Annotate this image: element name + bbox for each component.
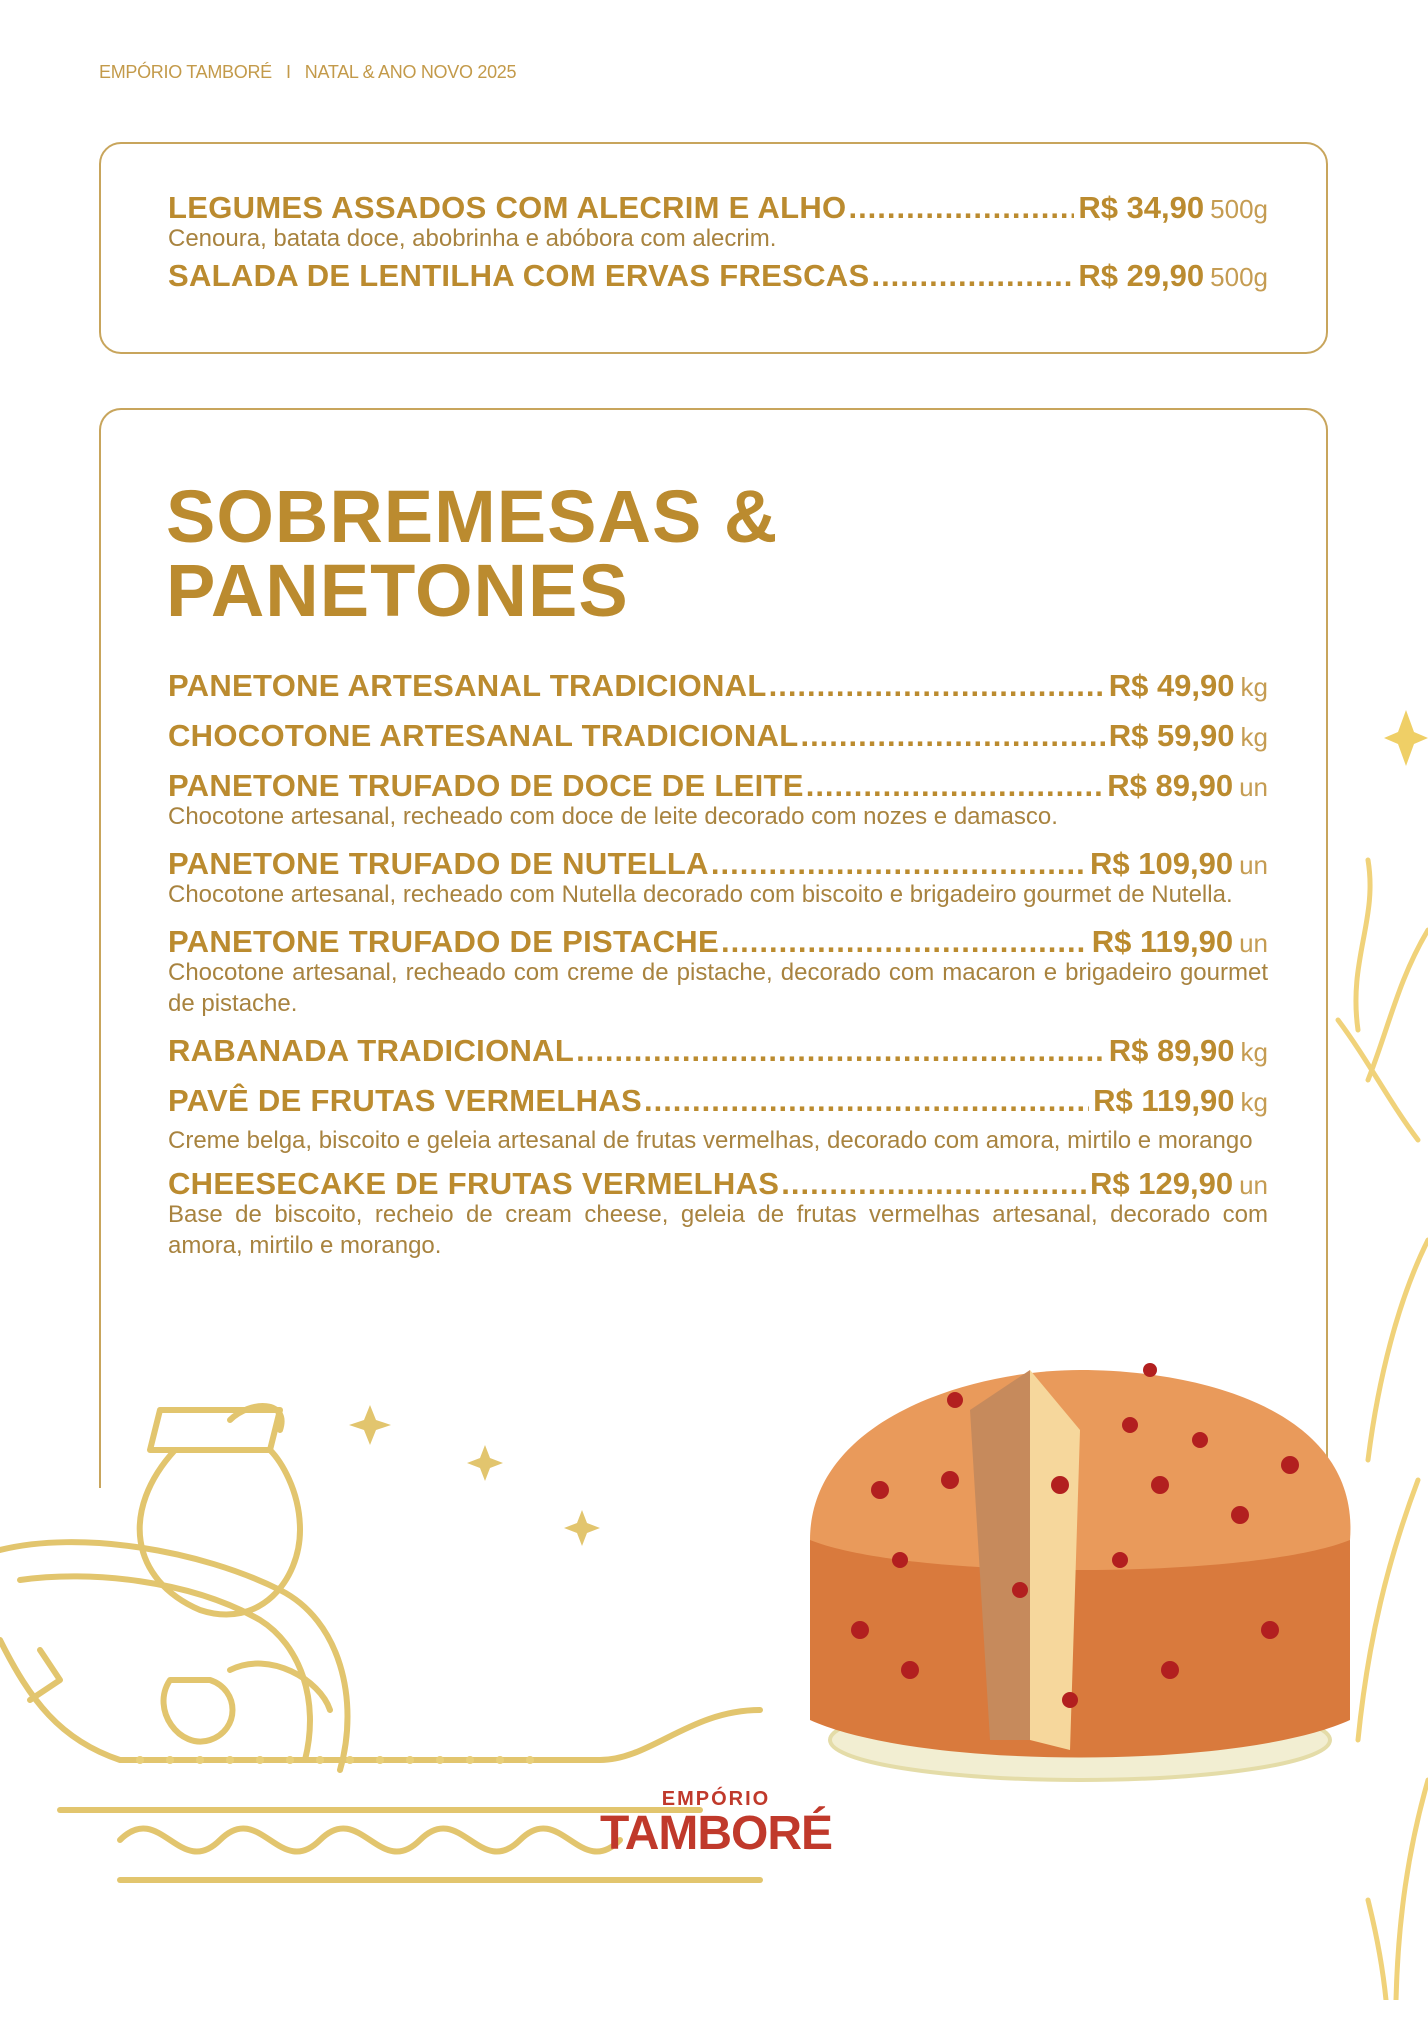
item-description: Chocotone artesanal, recheado com creme de pistache, decorado com macaron e brigadeiro gourmet de pistache. <box>168 959 1268 1017</box>
item-price: R$ 129,90 <box>1090 1166 1234 1201</box>
item-price: R$ 29,90 <box>1078 258 1205 293</box>
item-unit: kg <box>1240 1087 1268 1117</box>
item-name: CHEESECAKE DE FRUTAS VERMELHAS <box>168 1166 780 1201</box>
item-price: R$ 59,90 <box>1108 718 1235 753</box>
item-unit: un <box>1239 772 1268 802</box>
menu-item <box>168 668 1268 704</box>
dot-leader <box>721 924 1088 960</box>
item-description: Cenoura, batata doce, abobrinha e abóbora com alecrim. <box>168 225 777 252</box>
item-price: R$ 34,90 <box>1078 190 1205 225</box>
item-price: R$ 49,90 <box>1108 668 1235 703</box>
menu-item <box>168 718 1268 754</box>
item-name: PAVÊ DE FRUTAS VERMELHAS <box>168 1083 642 1118</box>
item-unit: kg <box>1240 672 1268 702</box>
menu-item <box>168 924 1268 1019</box>
dot-leader <box>781 1166 1086 1202</box>
dot-leader <box>769 668 1105 704</box>
item-unit: un <box>1239 850 1268 880</box>
menu-item <box>168 1083 1268 1156</box>
menu-item <box>168 768 1268 832</box>
desserts-list <box>168 668 1268 1261</box>
section-title-line2: PANETONES <box>166 549 629 632</box>
sleigh-illustration <box>0 1380 800 2020</box>
item-price: R$ 109,90 <box>1090 846 1234 881</box>
dot-leader <box>871 258 1074 294</box>
item-price: R$ 89,90 <box>1108 1033 1235 1068</box>
item-description: Base de biscoito, recheio de cream cheese, geleia de frutas vermelhas artesanal, decorado com amora, mirtilo e morango. <box>168 1201 1268 1259</box>
dot-leader <box>576 1033 1105 1069</box>
item-description: Chocotone artesanal, recheado com doce de leite decorado com nozes e damasco. <box>168 803 1058 830</box>
dot-leader <box>806 768 1104 804</box>
brand-logo <box>596 1788 836 1860</box>
dot-leader <box>711 846 1086 882</box>
dot-leader <box>848 190 1074 226</box>
section-title <box>166 475 779 632</box>
item-name: PANETONE TRUFADO DE DOCE DE LEITE <box>168 768 804 803</box>
item-name: PANETONE TRUFADO DE NUTELLA <box>168 846 709 881</box>
item-name: SALADA DE LENTILHA COM ERVAS FRESCAS <box>168 258 870 293</box>
item-price: R$ 89,90 <box>1107 768 1234 803</box>
dot-leader <box>800 718 1104 754</box>
item-unit: kg <box>1240 722 1268 752</box>
item-description: Creme belga, biscoito e geleia artesanal de frutas vermelhas, decorado com amora, mirtilo e morango <box>168 1127 1253 1154</box>
section-title-line1: SOBREMESAS & <box>166 475 779 558</box>
menu-item <box>168 258 1268 294</box>
menu-item <box>168 846 1268 910</box>
menu-item <box>168 190 1268 254</box>
item-name: PANETONE TRUFADO DE PISTACHE <box>168 924 719 959</box>
item-unit: 500g <box>1210 262 1268 292</box>
logo-line2: TAMBORÉ <box>599 1807 833 1860</box>
menu-item <box>168 1033 1268 1069</box>
item-name: LEGUMES ASSADOS COM ALECRIM E ALHO <box>168 190 847 225</box>
item-price: R$ 119,90 <box>1093 1083 1235 1118</box>
logo-line1: EMPÓRIO <box>661 1788 771 1810</box>
item-description: Chocotone artesanal, recheado com Nutella decorado com biscoito e brigadeiro gourmet de Nutella. <box>168 881 1233 908</box>
item-unit: un <box>1239 1170 1268 1200</box>
panettone-illustration <box>770 1340 1370 1800</box>
page-header: EMPÓRIO TAMBORÉ I NATAL & ANO NOVO 2025 <box>99 62 517 82</box>
dot-leader <box>644 1083 1089 1119</box>
item-name: PANETONE ARTESANAL TRADICIONAL <box>168 668 767 703</box>
sides-list <box>168 190 1268 294</box>
item-price: R$ 119,90 <box>1091 924 1234 959</box>
item-name: CHOCOTONE ARTESANAL TRADICIONAL <box>168 718 799 753</box>
item-name: RABANADA TRADICIONAL <box>168 1033 575 1068</box>
item-unit: kg <box>1240 1037 1268 1067</box>
item-unit: 500g <box>1210 194 1268 224</box>
item-unit: un <box>1239 928 1268 958</box>
menu-item <box>168 1166 1268 1261</box>
